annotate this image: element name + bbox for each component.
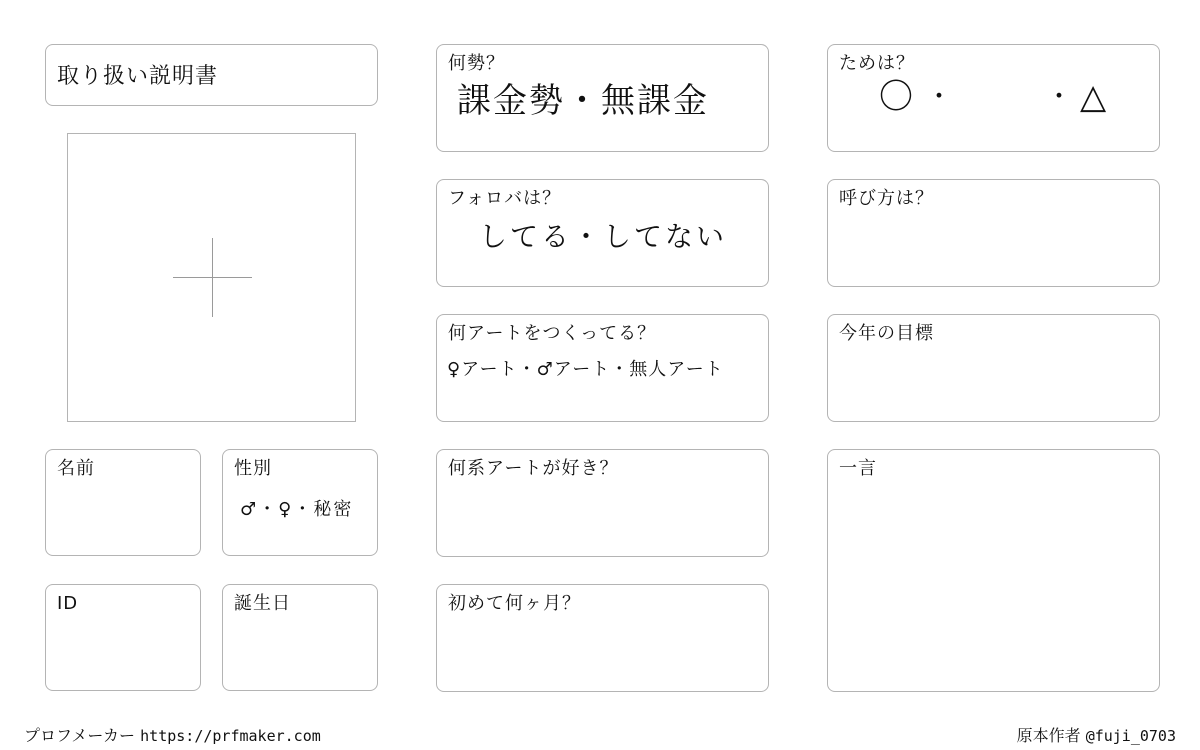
art-made-label: 何アートをつくってる？: [448, 323, 657, 344]
follow-label: フォロバは？: [448, 188, 562, 209]
tame-separator-2: ・: [1046, 82, 1073, 112]
kakin-options: 課金勢・無課金: [457, 81, 709, 121]
photo-upload-area[interactable]: [67, 133, 356, 422]
footer-url-link[interactable]: https://prfmaker.com: [140, 727, 321, 745]
comment-label: 一言: [839, 458, 877, 479]
goal-label: 今年の目標: [839, 323, 934, 344]
kakin-label: 何勢？: [448, 53, 505, 74]
follow-card[interactable]: [436, 179, 769, 287]
gender-label: 性別: [234, 458, 272, 479]
months-label: 初めて何ヶ月？: [448, 593, 581, 614]
follow-options: してる・してない: [479, 220, 728, 253]
tame-card[interactable]: [827, 44, 1160, 152]
circle-icon: 〇: [879, 77, 913, 117]
footer-right: [1017, 725, 1176, 747]
page-title: 取り扱い説明書: [57, 64, 219, 89]
yobikata-card[interactable]: [827, 179, 1160, 287]
kakin-card[interactable]: [436, 44, 769, 152]
footer-left: [24, 725, 321, 747]
goal-card[interactable]: [827, 314, 1160, 422]
tame-options: [828, 77, 1158, 117]
tame-separator-1: ・: [926, 82, 953, 112]
footer-author-label: 原本作者: [1016, 726, 1081, 745]
plus-icon-vertical: [212, 238, 213, 317]
footer-author-handle: @fuji_0703: [1085, 727, 1176, 745]
comment-card[interactable]: [827, 449, 1160, 692]
art-like-label: 何系アートが好き？: [448, 458, 619, 479]
art-made-card[interactable]: [436, 314, 769, 422]
footer-maker-label: プロフメーカー: [24, 726, 136, 745]
months-card[interactable]: [436, 584, 769, 692]
name-label: 名前: [57, 458, 95, 479]
birthday-label: 誕生日: [234, 593, 291, 614]
gender-options: ♂・♀・秘密: [240, 499, 354, 520]
id-label: ID: [57, 593, 79, 614]
tame-label: ためは？: [839, 53, 915, 74]
yobikata-label: 呼び方は？: [839, 188, 934, 209]
title-card: [45, 44, 378, 106]
art-made-options: ♀アート・♂アート・無人アート: [447, 359, 724, 380]
gender-card[interactable]: [222, 449, 378, 556]
name-card[interactable]: [45, 449, 201, 556]
id-card[interactable]: [45, 584, 201, 691]
triangle-icon: △: [1080, 77, 1107, 117]
birthday-card[interactable]: [222, 584, 378, 691]
art-like-card[interactable]: [436, 449, 769, 557]
